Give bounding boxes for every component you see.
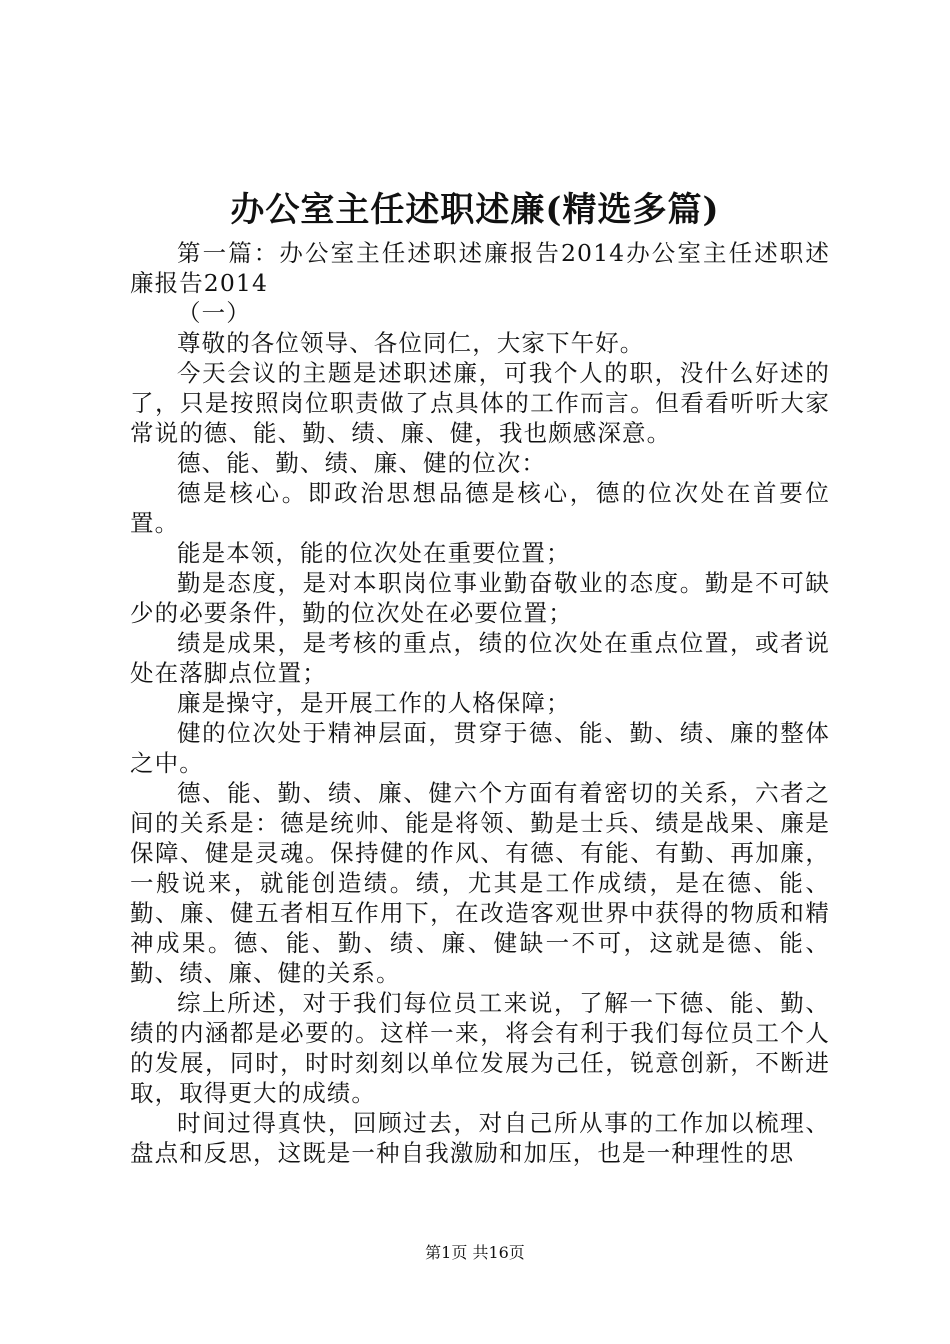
paragraph: 廉是操守，是开展工作的人格保障； [177, 689, 571, 717]
paragraph: 综上所述，对于我们每位员工来说，了解一下德、能、勤、绩的内涵都是必要的。这样一来，将会有利于我们每位员工个人的发展，同时，时时刻刻以单位发展为己任，锐意创新，不断进取，取得更大的成绩。 [130, 989, 830, 1107]
paragraph: 德、能、勤、绩、廉、健六个方面有着密切的关系，六者之间的关系是：德是统帅、能是将领、勤是士兵、绩是战果、廉是保障、健是灵魂。保持健的作风、有德、有能、有勤、再加廉，一般说来，就能创造绩。绩，尤其是工作成绩，是在德、能、勤、廉、健五者相互作用下，在改造客观世界中获得的物质和精神成果。德、能、勤、绩、廉、健缺一不可，这就是德、能、勤、绩、廉、健的关系。 [130, 779, 830, 987]
paragraph: 今天会议的主题是述职述廉，可我个人的职，没什么好述的了，只是按照岗位职责做了点具体的工作而言。但看看听听大家常说的德、能、勤、绩、廉、健，我也颇感深意。 [130, 359, 830, 447]
paragraph: 绩是成果，是考核的重点，绩的位次处在重点位置，或者说处在落脚点位置； [130, 629, 830, 687]
paragraph: 能是本领，能的位次处在重要位置； [177, 539, 571, 567]
document-body [130, 238, 830, 1168]
paragraph: 第一篇：办公室主任述职述廉报告2014办公室主任述职述廉报告2014 [130, 239, 830, 297]
paragraph: （一） [177, 299, 251, 327]
paragraph: 德、能、勤、绩、廉、健的位次： [177, 449, 546, 477]
paragraph: 时间过得真快，回顾过去，对自己所从事的工作加以梳理、盘点和反思，这既是一种自我激励和加压，也是一种理性的思 [130, 1109, 830, 1167]
paragraph: 健的位次处于精神层面，贯穿于德、能、勤、绩、廉的整体之中。 [130, 719, 830, 777]
paragraph: 勤是态度，是对本职岗位事业勤奋敬业的态度。勤是不可缺少的必要条件，勤的位次处在必要位置； [130, 569, 830, 627]
document-title: 办公室主任述职述廉(精选多篇) [230, 190, 720, 230]
paragraph: 尊敬的各位领导、各位同仁，大家下午好。 [177, 329, 645, 357]
page-footer: 第1页 共16页 [425, 1243, 525, 1262]
paragraph: 德是核心。即政治思想品德是核心，德的位次处在首要位置。 [130, 479, 830, 537]
